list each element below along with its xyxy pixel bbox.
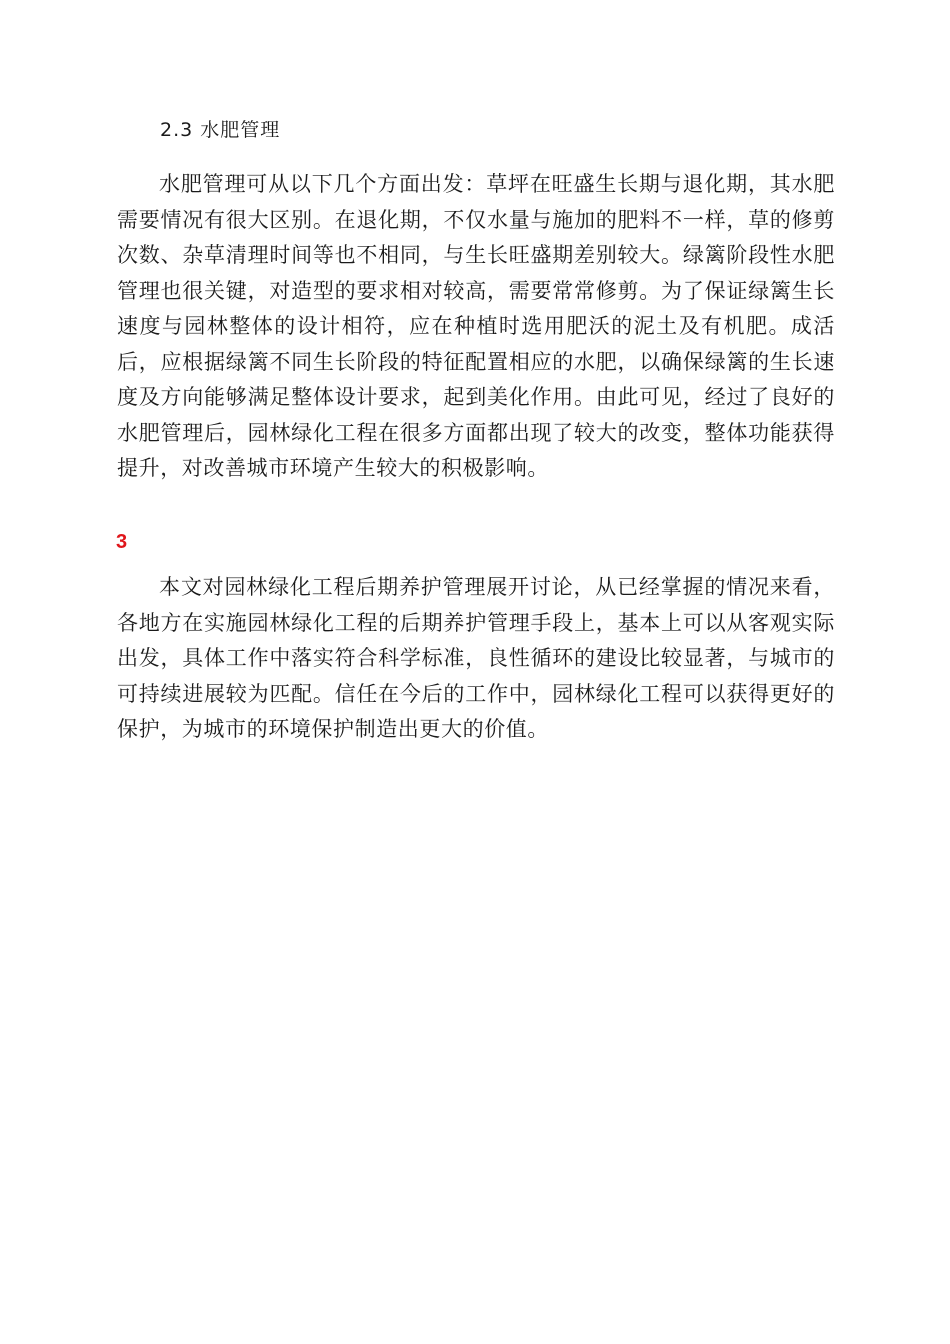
body-paragraph-water-fertilizer: 水肥管理可从以下几个方面出发：草坪在旺盛生长期与退化期，其水肥需要情况有很大区别。在退化期，不仅水量与施加的肥料不一样，草的修剪次数、杂草清理时间等也不相同，与生长旺盛期差别较大。绿篱阶段性水肥管理也很关键，对造型的要求相对较高，需要常常修剪。为了保证绿篱生长速度与园林整体的设计相符，应在种植时选用肥沃的泥土及有机肥。成活后，应根据绿篱不同生长阶段的特征配置相应的水肥，以确保绿篱的生长速度及方向能够满足整体设计要求，起到美化作用。由此可见，经过了良好的水肥管理后，园林绿化工程在很多方面都出现了较大的改变，整体功能获得提升，对改善城市环境产生较大的积极影响。: [117, 172, 835, 480]
body-paragraph-conclusion: 本文对园林绿化工程后期养护管理展开讨论，从已经掌握的情况来看，各地方在实施园林绿化工程的后期养护管理手段上，基本上可以从客观实际出发，具体工作中落实符合科学标准，良性循环的建设比较显著，与城市的可持续进展较为匹配。信任在今后的工作中，园林绿化工程可以获得更好的保护，为城市的环境保护制造出更大的价值。: [117, 575, 835, 741]
subsection-heading: 2.3 水肥管理: [160, 119, 281, 141]
section-number: 3: [116, 531, 128, 553]
